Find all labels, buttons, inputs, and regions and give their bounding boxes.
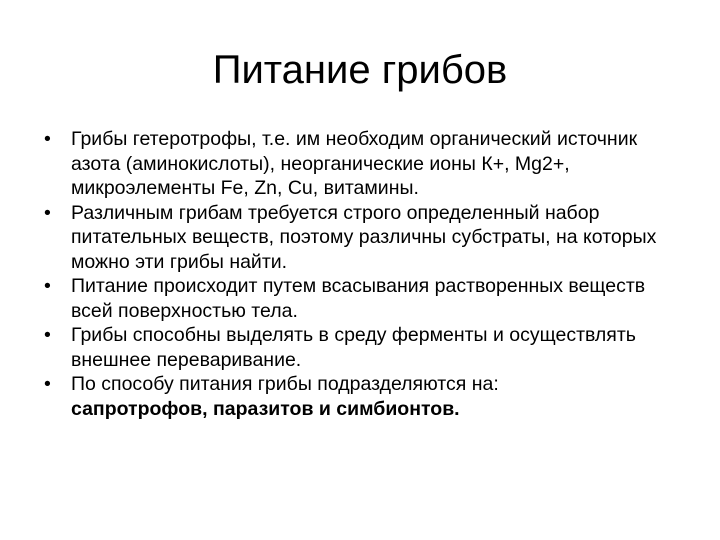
bullet-icon: • bbox=[44, 275, 51, 297]
bullet-text: Грибы гетеротрофы, т.е. им необходим органический источник азота (аминокислоты), неорганические ионы К+, Mg2+, микроэлементы Fe, Zn, Cu, витамины. bbox=[71, 128, 638, 199]
bullet-icon: • bbox=[44, 201, 51, 224]
bullet-text: Различным грибам требуется строго определенный набор питательных веществ, поэтому различны субстраты, на которых можно эти грибы найти. bbox=[71, 201, 657, 273]
bullet-icon: • bbox=[44, 373, 51, 395]
bullet-text: Питание происходит путем всасывания растворенных веществ всей поверхностью тела. bbox=[71, 275, 646, 322]
bullet-item bbox=[40, 323, 690, 372]
slide-title: Питание грибов bbox=[212, 48, 508, 92]
bullet-icon: • bbox=[44, 128, 51, 150]
bullet-item bbox=[40, 201, 690, 275]
bullet-icon: • bbox=[44, 324, 51, 346]
bullet-item bbox=[40, 274, 690, 323]
bullet-text: Грибы способны выделять в среду ферменты и осуществлять внешнее переваривание. bbox=[71, 324, 636, 371]
bullet-text: По способу питания грибы подразделяются на: bbox=[71, 373, 499, 395]
bullet-bold-text: сапротрофов, паразитов и симбионтов. bbox=[71, 397, 460, 420]
bullet-list bbox=[40, 127, 690, 421]
bullet-item bbox=[40, 372, 690, 421]
bullet-item bbox=[40, 127, 690, 201]
